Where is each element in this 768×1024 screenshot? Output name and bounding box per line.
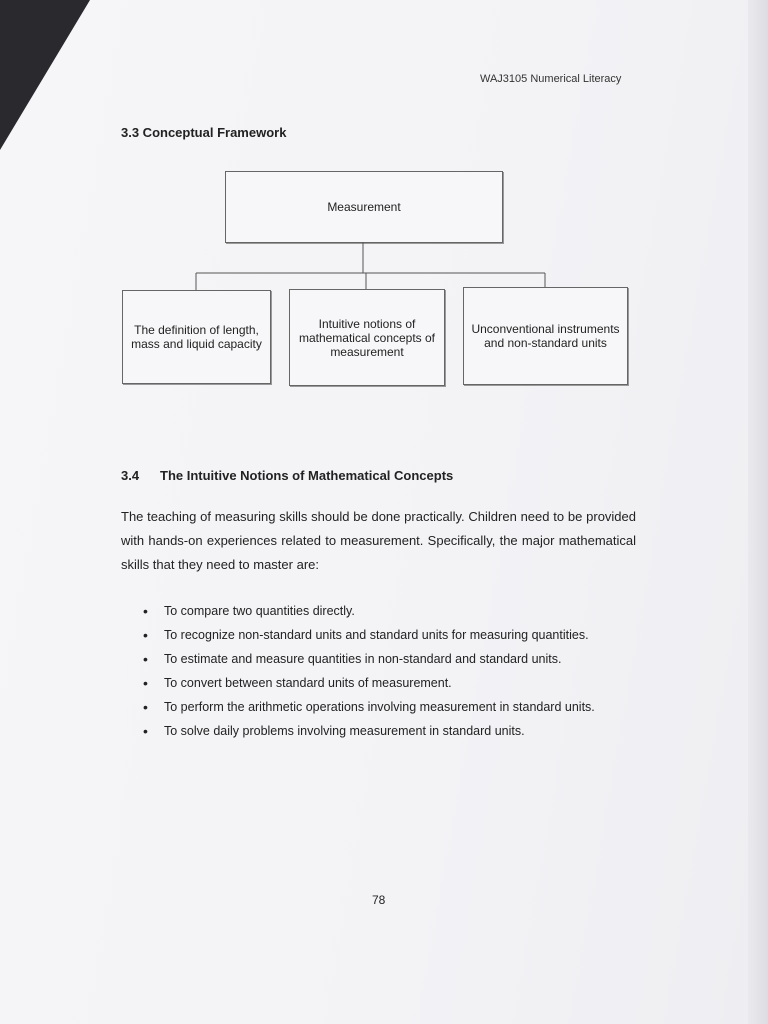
framework-child-box-3 xyxy=(463,287,628,385)
framework-child-label-2: Intuitive notions of mathematical concepts of measurement xyxy=(298,316,436,359)
framework-child-box-2 xyxy=(289,289,445,386)
section-3-4-number: 3.4 xyxy=(121,468,140,483)
section-3-4-paragraph: The teaching of measuring skills should be done practically. Children need to be provided with hands-on experiences related to measurement. Specifically, the major mathematical skills that they need to master are: xyxy=(121,509,636,572)
bullet-icon: • xyxy=(143,699,148,715)
list-item: • To perform the arithmetic operations involving measurement in standard units. xyxy=(139,695,636,719)
section-3-4-title xyxy=(121,468,453,483)
section-3-4-heading: The Intuitive Notions of Mathematical Concepts xyxy=(160,468,454,483)
list-item: • To convert between standard units of measurement. xyxy=(139,671,636,695)
bullet-icon: • xyxy=(143,651,148,667)
list-item: • To solve daily problems involving measurement in standard units. xyxy=(139,719,636,743)
framework-connector-lines xyxy=(0,0,768,300)
bullet-icon: • xyxy=(143,627,148,643)
bullet-icon: • xyxy=(143,603,148,619)
bullet-icon: • xyxy=(143,723,148,739)
bullet-icon: • xyxy=(143,675,148,691)
running-header: WAJ3105 Numerical Literacy xyxy=(480,73,622,85)
framework-child-box-1 xyxy=(122,290,271,384)
list-item: • To estimate and measure quantities in non-standard and standard units. xyxy=(139,647,636,671)
list-item: • To recognize non-standard units and standard units for measuring quantities. xyxy=(139,623,636,647)
page-number: 78 xyxy=(372,893,386,907)
framework-child-label-1: The definition of length, mass and liquid capacity xyxy=(131,323,262,351)
skills-bullet-list xyxy=(139,599,636,743)
section-3-3-title: 3.3 Conceptual Framework xyxy=(121,125,287,140)
framework-root-label: Measurement xyxy=(327,200,401,214)
framework-child-label-3: Unconventional instruments and non-standard units xyxy=(471,322,620,350)
list-item: • To compare two quantities directly. xyxy=(139,599,636,623)
